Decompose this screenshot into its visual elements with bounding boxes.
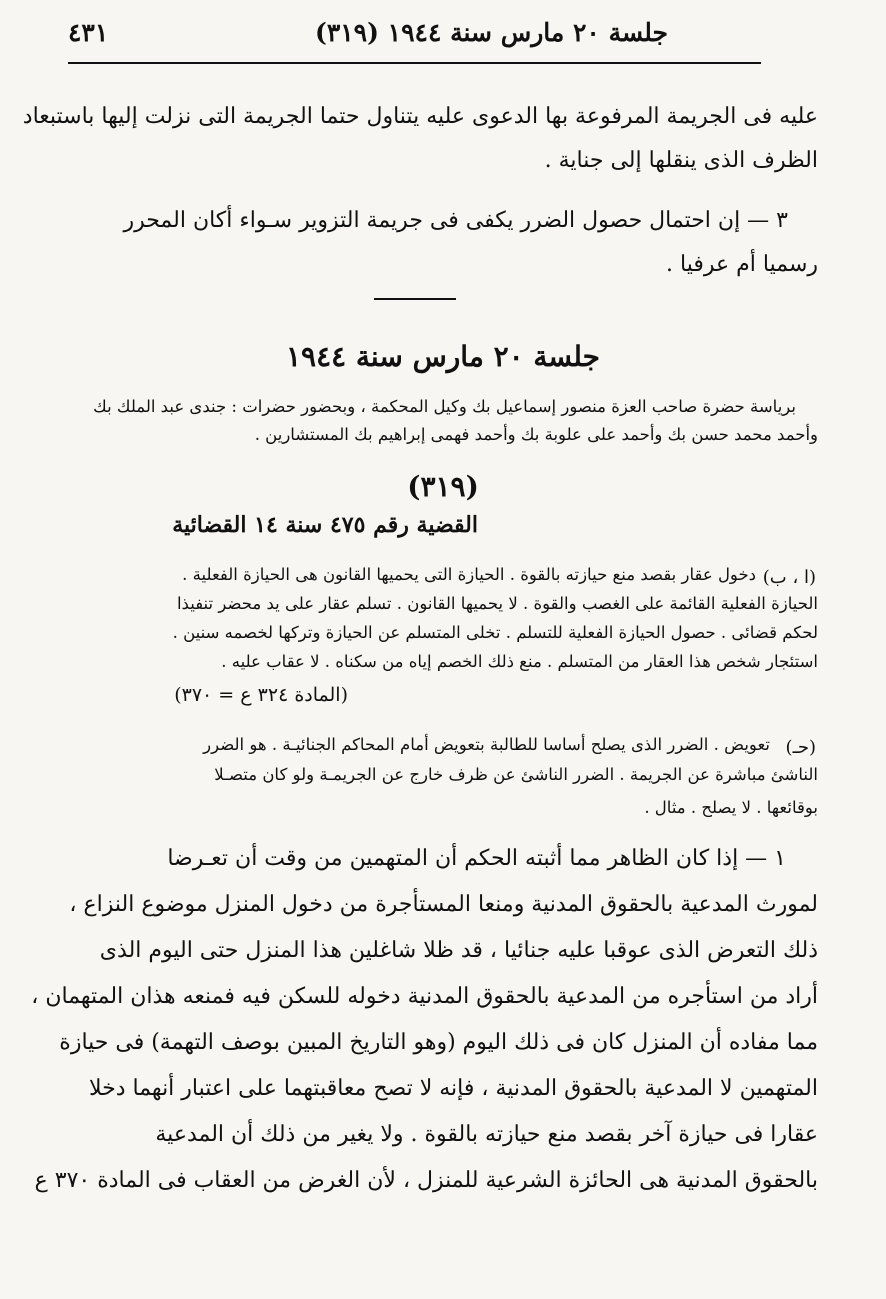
text-line: بالحقوق المدنية هى الحائزة الشرعية للمنزل ، لأن الغرض من العقاب فى المادة ٣٧٠ ع xyxy=(34,1168,818,1193)
text-line: الناشئ مباشرة عن الجريمة . الضرر الناشئ عن ظرف خارج عن الجريمـة ولو كان متصـلا xyxy=(214,765,818,784)
summary-tag-c: (حـ) xyxy=(785,737,816,758)
case-number: (٣١٩) xyxy=(407,470,479,503)
text-line: برياسة حضرة صاحب العزة منصور إسماعيل بك وكيل المحكمة ، وبحضور حضرات : جندى عبد الملك بك xyxy=(93,397,796,416)
header-rule xyxy=(68,62,761,64)
summary-a xyxy=(70,562,818,722)
running-title: جلسة ٢٠ مارس سنة ١٩٤٤ (٣١٩) xyxy=(314,18,668,47)
text-line: لحكم قضائى . حصول الحيازة الفعلية للتسلم . تخلى المتسلم عن الحيازة وتركها لخصمه سنين . xyxy=(172,623,818,642)
text-line: مما مفاده أن المنزل كان فى ذلك اليوم (وهو التاريخ المبين بوصف التهمة) فى حيازة xyxy=(59,1030,818,1055)
text-line: عقارا فى حيازة آخر بقصد منع حيازته بالقوة . ولا يغير من ذلك أن المدعية xyxy=(155,1122,818,1147)
text-line: ٣ — إن احتمال حصول الضرر يكفى فى جريمة التزوير سـواء أكان المحرر xyxy=(123,208,788,233)
text-line: بوقائعها . لا يصلح . مثال . xyxy=(644,798,818,817)
text-line: استئجار شخص هذا العقار من المتسلم . منع ذلك الخصم إياه من سكناه . لا عقاب عليه . xyxy=(221,652,818,671)
text-line: لمورث المدعية بالحقوق المدنية ومنعا المستأجرة من دخول المنزل موضوع النزاع ، xyxy=(69,892,818,917)
previous-holdings xyxy=(22,98,818,288)
presidency-note xyxy=(70,395,818,455)
text-line: الظرف الذى ينقلها إلى جناية . xyxy=(544,148,818,173)
case-title: القضية رقم ٤٧٥ سنة ١٤ القضائية xyxy=(172,512,478,538)
text-line: دخول عقار بقصد منع حيازته بالقوة . الحيازة التى يحميها القانون هى الحيازة الفعلية . xyxy=(182,565,756,584)
summary-tag-a: (ا ، ب) xyxy=(762,567,816,588)
page-header xyxy=(68,14,818,54)
page-number: ٤٣١ xyxy=(68,18,109,47)
text-line: (المادة ٣٢٤ ع = ٣٧٠) xyxy=(174,684,348,706)
text-line: ١ — إذا كان الظاهر مما أثبته الحكم أن المتهمين من وقت أن تعـرضا xyxy=(167,846,786,871)
text-line: وأحمد محمد حسن بك وأحمد على علوبة بك وأحمد فهمى إبراهيم بك المستشارين . xyxy=(254,425,818,444)
main-paragraph xyxy=(31,840,818,1220)
text-line: الحيازة الفعلية القائمة على الغصب والقوة . لا يحميها القانون . تسلم عقار على يد محضر تنفيذا xyxy=(176,594,818,613)
text-line: المتهمين لا المدعية بالحقوق المدنية ، فإنه لا تصح معاقبتهما على اعتبار أنهما دخلا xyxy=(88,1076,818,1101)
text-line: عليه فى الجريمة المرفوعة بها الدعوى عليه يتناول حتما الجريمة التى نزلت إليها باستبعاد xyxy=(22,104,818,129)
summary-c xyxy=(70,732,818,827)
text-line: أراد من استأجره من المدعية بالحقوق المدنية دخوله للسكن فيه فمنعه هذان المتهمان ، xyxy=(31,984,818,1009)
text-line: رسميا أم عرفيا . xyxy=(666,252,818,277)
text-line: ذلك التعرض الذى عوقبا عليه جنائيا ، قد ظلا شاغلين هذا المنزل حتى اليوم الذى xyxy=(99,938,818,963)
section-separator xyxy=(374,298,456,300)
session-title: جلسة ٢٠ مارس سنة ١٩٤٤ xyxy=(286,340,600,373)
text-line: تعويض . الضرر الذى يصلح أساسا للطالبة بتعويض أمام المحاكم الجنائيـة . هو الضرر xyxy=(203,735,770,754)
